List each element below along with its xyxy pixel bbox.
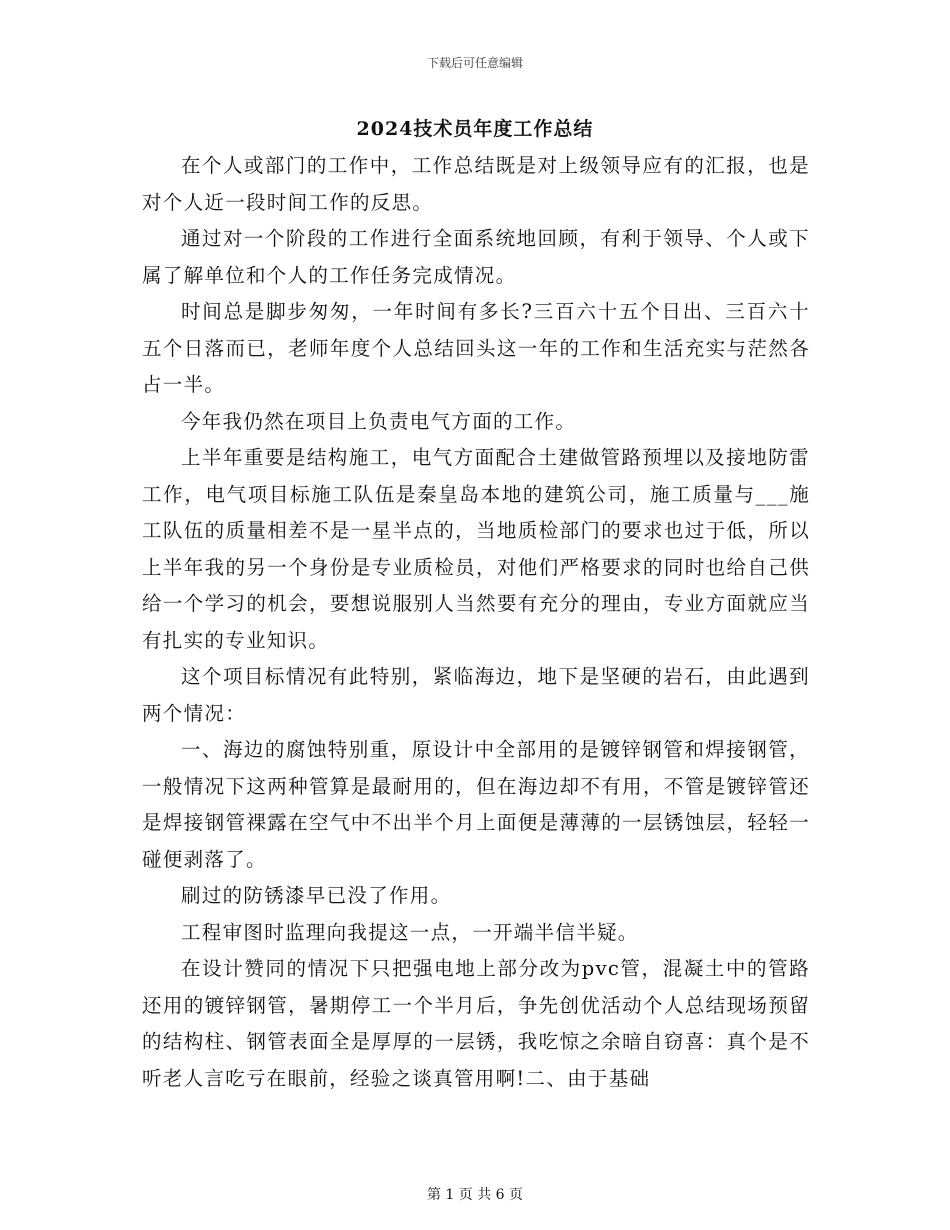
- paragraph: 在个人或部门的工作中，工作总结既是对上级领导应有的汇报，也是对个人近一段时间工作的反思。: [142, 154, 810, 214]
- paragraph: 上半年重要是结构施工，电气方面配合土建做管路预埋以及接地防雷工作，电气项目标施工队伍是秦皇岛本地的建筑公司，施工质量与___施工队伍的质量相差不是一星半点的，当地质检部门的要求也过于低，所以上半年我的另一个身份是专业质检员，对他们严格要求的同时也给自己供给一个学习的机会，要想说服别人当然要有充分的理由，专业方面就应当有扎实的专业知识。: [142, 446, 810, 652]
- paragraph: 这个项目标情况有此特别，紧临海边，地下是坚硬的岩石，由此遇到两个情况：: [142, 665, 810, 725]
- paragraph: 在设计赞同的情况下只把强电地上部分改为pvc管，混凝土中的管路还用的镀锌钢管，暑期停工一个半月后，争先创优活动个人总结现场预留的结构柱、钢管表面全是厚厚的一层锈，我吃惊之余暗自窃喜：真个是不听老人言吃亏在眼前，经验之谈真管用啊!二、由于基础: [142, 957, 810, 1090]
- paragraph: 工程审图时监理向我提这一点，一开端半信半疑。: [181, 920, 639, 944]
- paragraph: 时间总是脚步匆匆，一年时间有多长?三百六十五个日出、三百六十五个日落而已，老师年度个人总结回头这一年的工作和生活充实与茫然各占一半。: [142, 300, 810, 396]
- paragraph: 通过对一个阶段的工作进行全面系统地回顾，有利于领导、个人或下属了解单位和个人的工作任务完成情况。: [142, 227, 810, 287]
- document-title: 2024技术员年度工作总结: [356, 118, 594, 140]
- paragraph: 刷过的防锈漆早已没了作用。: [181, 884, 452, 907]
- page-header: 下载后可任意编辑: [426, 56, 523, 70]
- document-body: [142, 148, 810, 1097]
- page-footer: 第 1 页 共 6 页: [426, 1187, 524, 1203]
- paragraph: 今年我仍然在项目上负责电气方面的工作。: [181, 409, 577, 433]
- paragraph: 一、海边的腐蚀特别重，原设计中全部用的是镀锌钢管和焊接钢管，一般情况下这两种管算是最耐用的，但在海边却不有用，不管是镀锌管还是焊接钢管裸露在空气中不出半个月上面便是薄薄的一层锈蚀层，轻轻一碰便剥落了。: [142, 738, 810, 871]
